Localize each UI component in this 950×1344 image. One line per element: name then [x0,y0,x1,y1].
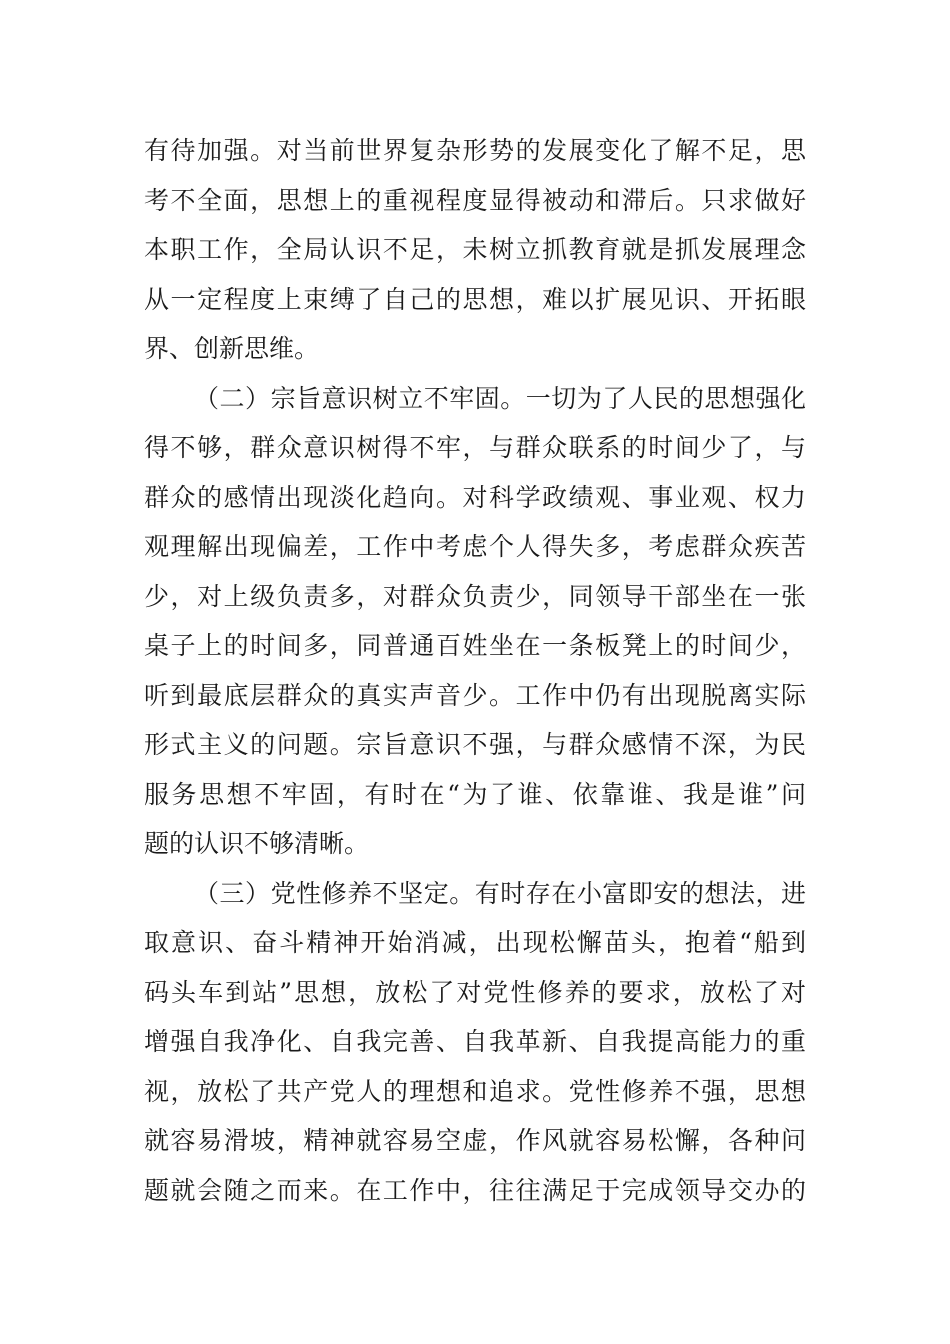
text-line: 听到最底层群众的真实声音少。工作中仍有出现脱离实际 [144,680,806,710]
text-line: 得不够，群众意识树得不牢，与群众联系的时间少了，与 [144,433,806,462]
document-body [144,126,806,1215]
text-line: 形式主义的问题。宗旨意识不强，与群众感情不深，为民 [144,730,806,759]
text-line: 码头车到站”思想，放松了对党性修养的要求，放松了对 [144,977,806,1007]
paragraph-purpose-awareness [144,374,806,869]
text-line: 观理解出现偏差，工作中考虑个人得失多，考虑群众疾苦 [144,532,806,561]
text-line: 取意识、奋斗精神开始消减，出现松懈苗头，抱着“船到 [144,928,806,957]
text-line: 题的认识不够清晰。 [144,829,370,858]
text-line: 少，对上级负责多，对群众负责少，同领导干部坐在一张 [144,581,806,611]
text-line: 视，放松了共产党人的理想和追求。党性修养不强，思想 [144,1076,806,1106]
text-line: 考不全面，思想上的重视程度显得被动和滞后。只求做好 [144,185,806,215]
text-line: （三）党性修养不坚定。有时存在小富即安的想法，进 [194,878,806,908]
text-line: 群众的感情出现淡化趋向。对科学政绩观、事业观、权力 [144,482,806,512]
text-line: 界、创新思维。 [144,334,320,363]
paragraph-continued [144,126,806,374]
text-line: 桌子上的时间多，同普通百姓坐在一条板凳上的时间少， [144,631,806,660]
text-line: 就容易滑坡，精神就容易空虚，作风就容易松懈，各种问 [144,1126,806,1155]
text-line: 服务思想不牢固，有时在“为了谁、依靠谁、我是谁”问 [144,779,806,809]
paragraph-party-spirit [144,869,806,1216]
text-line: 从一定程度上束缚了自己的思想，难以扩展见识、开拓眼 [144,284,806,314]
text-line: 有待加强。对当前世界复杂形势的发展变化了解不足，思 [144,136,806,165]
text-line: 增强自我净化、自我完善、自我革新、自我提高能力的重 [144,1027,806,1056]
text-line: （二）宗旨意识树立不牢固。一切为了人民的思想强化 [194,383,806,413]
text-line: 题就会随之而来。在工作中，往往满足于完成领导交办的 [144,1175,806,1205]
text-line: 本职工作，全局认识不足，未树立抓教育就是抓发展理念 [144,235,806,264]
